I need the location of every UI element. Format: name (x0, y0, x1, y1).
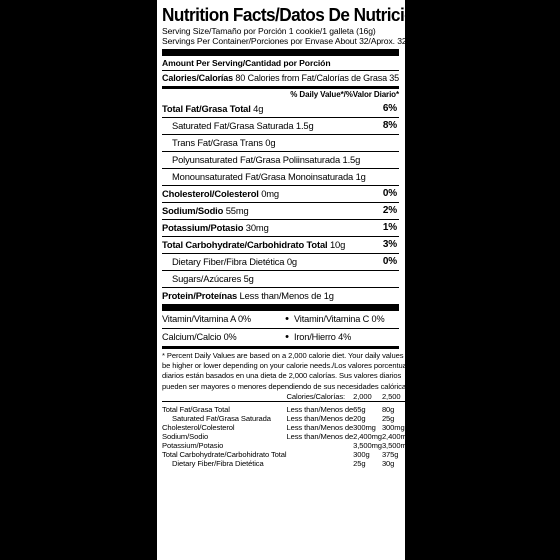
bullet-separator: • (285, 313, 289, 325)
calories-row (162, 70, 399, 86)
dv-table-row (162, 432, 411, 441)
dv-value-2000: 3,500mg (353, 440, 382, 450)
dv-condition: Less than/Menos de (286, 422, 354, 432)
dv-value-2500: 3,500mg (381, 440, 411, 450)
dv-nutrient-name: Saturated Fat/Grasa Saturada (172, 413, 271, 423)
nutrient-row (162, 219, 399, 236)
dv-table-row (162, 405, 411, 414)
calories-label: Calories/Calorías (162, 73, 233, 83)
dv-value-2500: 25g (381, 413, 395, 423)
vitamin-list (162, 311, 399, 346)
nutrient-label: Total Carbohydrate/Carbohidrato Total (162, 239, 328, 250)
calories-from-fat: Calories from Fat/Calorías de Grasa 35 (247, 73, 399, 83)
nutrient-row (162, 168, 399, 185)
nutrient-daily-value: 3% (382, 239, 397, 250)
nutrient-amount: 4g (253, 103, 264, 114)
nutrient-amount: 10g (329, 239, 346, 250)
medium-divider (162, 346, 399, 349)
nutrient-label: Sodium/Sodio (162, 205, 224, 216)
nutrient-amount: Less than/Menos de 1g (239, 290, 334, 301)
nutrient-amount: 0g (265, 137, 276, 148)
dv-condition (286, 459, 353, 468)
dv-condition: Less than/Menos de (286, 413, 354, 423)
dv-value-2500: 80g (381, 404, 395, 414)
dv-condition: Less than/Menos de (286, 404, 354, 414)
nutrient-label: Polyunsaturated Fat/Grasa Poliinsaturada (172, 154, 341, 165)
nutrient-row (162, 287, 399, 304)
vitamin-right: Iron/Hierro 4% (294, 332, 352, 342)
nutrient-daily-value: 0% (382, 188, 397, 199)
nutrient-daily-value: 6% (382, 103, 397, 114)
dv-table-row (162, 450, 411, 459)
nutrient-label: Cholesterol/Colesterol (162, 188, 259, 199)
nutrient-row (162, 185, 399, 202)
vitamin-right: Vitamin/Vitamina C 0% (294, 314, 385, 324)
nutrient-label: Potassium/Potasio (162, 222, 244, 233)
nutrient-label: Protein/Proteínas (162, 290, 238, 301)
dv-table-header (162, 392, 411, 402)
dv-value-2000: 20g (353, 413, 366, 423)
nutrient-label: Monounsaturated Fat/Grasa Monoinsaturada (172, 171, 354, 182)
nutrient-row (162, 202, 399, 219)
dv-header-label: Calories/Calorías: (286, 391, 346, 401)
nutrient-amount: 55mg (225, 205, 249, 216)
daily-value-header: % Daily Value*/%Valor Diario* (290, 90, 399, 99)
nutrient-daily-value: 2% (382, 205, 397, 216)
footnote-line: * Percent Daily Values are based on a 2,000 calorie diet. Your daily values may (162, 351, 420, 360)
amount-per-serving: Amount Per Serving/Cantidad por Porción (162, 58, 331, 68)
dv-table-row (162, 423, 411, 432)
nutrient-amount: 0mg (261, 188, 279, 199)
calories-value: 80 (235, 73, 246, 83)
dv-value-2000: 25g (353, 458, 366, 468)
dv-value-2500: 300mg (381, 422, 405, 432)
dv-condition (286, 441, 353, 450)
nutrient-label: Dietary Fiber/Fibra Dietética (172, 256, 285, 267)
nutrient-row (162, 151, 399, 168)
nutrient-label: Total Fat/Grasa Total (162, 103, 251, 114)
dv-nutrient-name: Total Carbohydrate/Carbohidrato Total (162, 449, 287, 459)
nutrient-row (162, 101, 399, 117)
dv-table-row (162, 441, 411, 450)
nutrient-daily-value: 8% (382, 120, 397, 131)
vitamin-left: Calcium/Calcio 0% (162, 332, 237, 342)
dv-nutrient-name: Dietary Fiber/Fibra Dietética (172, 458, 264, 468)
dv-nutrient-name: Total Fat/Grasa Total (162, 404, 230, 414)
dv-value-2500: 30g (381, 458, 395, 468)
nutrient-row (162, 253, 399, 270)
nutrient-label: Saturated Fat/Grasa Saturada (172, 120, 294, 131)
footnote-line: pueden ser mayores o menores dependiendo de sus necesidades calóricas: (162, 381, 412, 391)
dv-nutrient-name: Cholesterol/Colesterol (162, 422, 235, 432)
nutrient-amount: 5g (243, 273, 254, 284)
nutrient-list (162, 101, 399, 304)
dv-nutrient-name: Sodium/Sodio (162, 431, 209, 441)
dv-value-2000: 65g (353, 404, 366, 414)
nutrient-label: Sugars/Azúcares (172, 273, 242, 284)
nutrient-amount: 1.5g (342, 154, 361, 165)
label-title: Nutrition Facts/Datos De Nutrición (162, 4, 425, 25)
thick-divider (162, 49, 399, 56)
dv-value-2500: 375g (381, 449, 399, 459)
vitamin-row (162, 328, 399, 346)
servings-per-container: Servings Per Container/Porciones por Envase About 32/Aprox. 32 (162, 36, 407, 46)
dv-condition (286, 450, 353, 459)
vitamin-row (162, 311, 399, 328)
dv-value-2500: 2,400mg (381, 431, 411, 441)
vitamin-left: Vitamin/Vitamina A 0% (162, 314, 251, 324)
nutrient-label: Trans Fat/Grasa Trans (172, 137, 263, 148)
footnote-line: diarios están basados en una dieta de 2,000 calorías. Sus valores diarios (162, 371, 402, 381)
dv-header-2000: 2,000 (353, 391, 372, 401)
nutrient-daily-value: 0% (382, 256, 397, 267)
nutrient-row (162, 117, 399, 134)
dv-value-2000: 2,400mg (353, 431, 382, 441)
nutrient-amount: 1g (355, 171, 366, 182)
dv-condition: Less than/Menos de (286, 431, 354, 441)
nutrient-row (162, 236, 399, 253)
thick-divider (162, 304, 399, 311)
nutrient-amount: 30mg (245, 222, 269, 233)
bullet-separator: • (285, 331, 289, 343)
footnote-line: be higher or lower depending on your calorie needs./Los valores porcentuales (162, 361, 417, 371)
dv-nutrient-name: Potassium/Potasio (162, 440, 224, 450)
dv-table-row (162, 459, 411, 468)
dv-table-row (162, 414, 411, 423)
nutrition-facts-label (162, 4, 425, 560)
dv-value-2000: 300g (353, 449, 370, 459)
nutrient-row (162, 134, 399, 151)
dv-value-2000: 300mg (353, 422, 376, 432)
nutrient-daily-value: 1% (382, 222, 397, 233)
footnote (162, 351, 420, 392)
dv-header-2500: 2,500 (381, 391, 401, 401)
nutrient-amount: 0g (286, 256, 297, 267)
serving-size: Serving Size/Tamaño por Porción 1 cookie/1 galleta (16g) (162, 26, 376, 36)
nutrient-amount: 1.5g (295, 120, 314, 131)
daily-values-table (162, 392, 411, 468)
nutrient-row (162, 270, 399, 287)
